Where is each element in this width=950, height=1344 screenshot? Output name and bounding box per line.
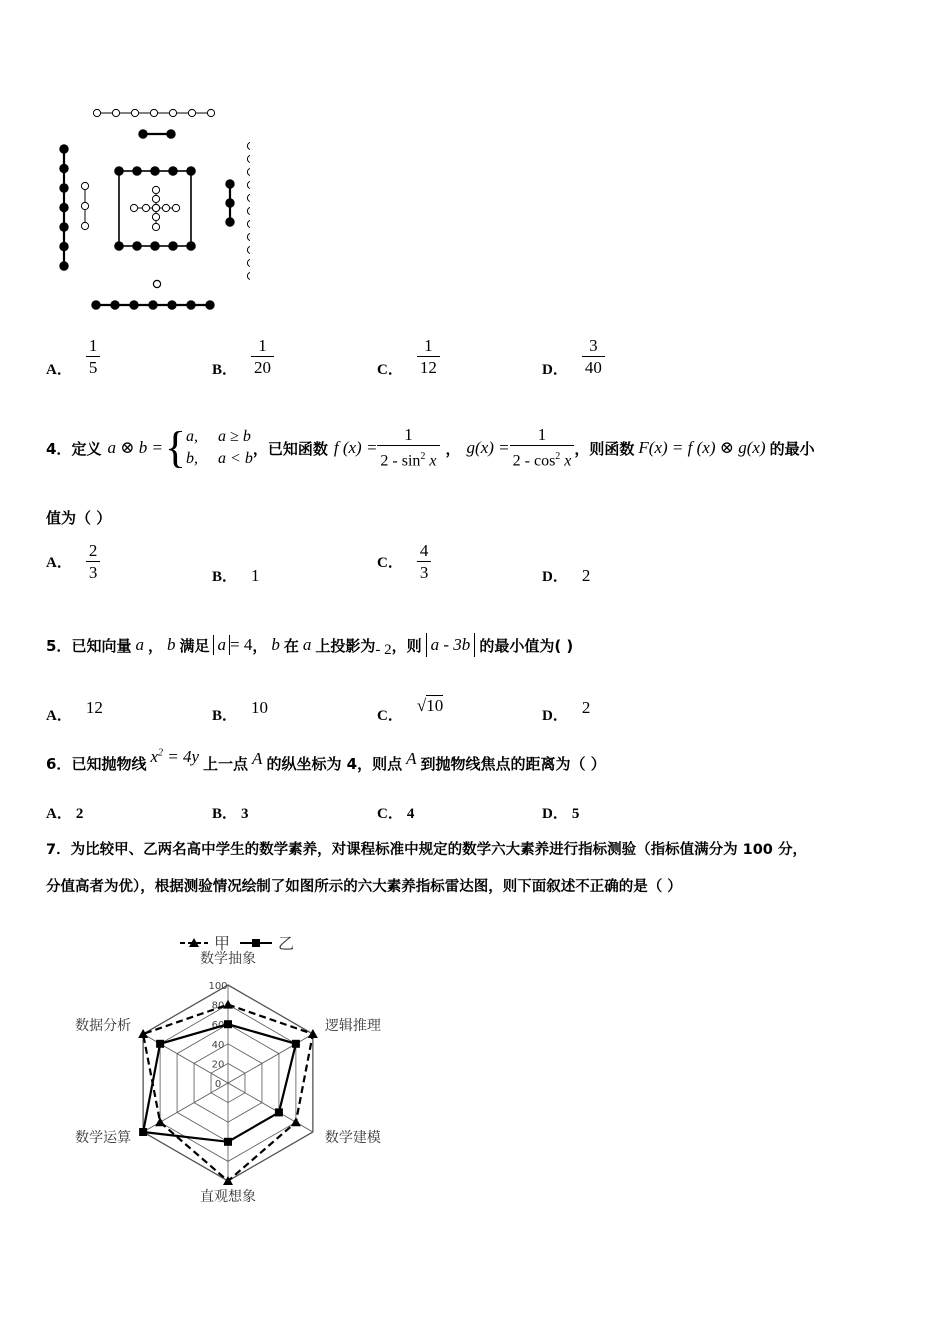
q3-option-den: 20 [251,356,274,378]
q3-option-frac [417,335,440,378]
q4-f-den-pre: 2 - sin [380,452,421,470]
q3-option-frac [86,335,101,378]
q3-option-frac [251,335,274,378]
q3-option-num: 1 [88,336,98,355]
q4-option-d[interactable] [542,565,590,586]
q6-option-label: B． [212,806,238,822]
square-dot [169,242,177,250]
radar-spoke [228,1083,313,1132]
radar-point-jia [155,1117,165,1126]
cross-vertical-dot [152,223,159,230]
square-dot [115,242,123,250]
q5-text-4: 上投影为 [315,636,376,655]
left-filled-chain-dot [60,262,68,270]
q5-text-6: 的最小值为( ) [479,636,574,655]
q6-eq-x: x [150,747,158,766]
cross-vertical-dot [152,186,159,193]
q3-option-c[interactable] [377,334,440,379]
square-dot [169,167,177,175]
radar-category-label: 数学抽象 [200,951,256,967]
q5-option-c-label: C． [377,708,403,724]
q4-option-d-value: 2 [581,565,591,585]
square-dot [115,167,123,175]
q4-option-a-den: 3 [86,561,101,583]
top-open-chain-dot [207,109,214,116]
q3-option-label: D． [542,362,568,378]
q6-point-a: A [252,749,263,768]
radar-point-yi [139,1128,147,1136]
bottom-filled-chain-dot [111,301,119,309]
q6-option-value: 5 [571,806,580,822]
q5-option-b-value: 10 [251,697,269,717]
q3-option-d[interactable] [542,334,605,379]
q6-number: 6． [46,754,72,773]
q4-g-lhs: g(x) = [466,438,510,457]
right-open-chain-dot [247,155,250,162]
cross-horizontal-dot [172,204,179,211]
radar-spoke [228,1034,313,1083]
q6-option-label: A． [46,806,72,822]
bottom-open-dot [153,280,160,287]
q3-option-label: C． [377,362,403,378]
q6-option-label: C． [377,806,403,822]
q6-option-b[interactable] [212,802,249,823]
q5-text-1: 已知向量 [71,636,132,655]
bottom-filled-chain-dot [92,301,100,309]
q3-option-den: 5 [86,356,101,378]
q5-vector-b-2: b [271,635,280,654]
bottom-filled-chain-dot [168,301,176,309]
radar-category-label: 数学运算 [75,1130,132,1146]
bottom-filled-chain-dot [149,301,157,309]
q5-number: 5． [46,636,72,655]
q5-option-a-label: A． [46,708,72,724]
square-dot [151,242,159,250]
q4-g-num: 1 [537,425,547,445]
q5-comma: ， [147,636,163,655]
q4-g-frac [510,424,575,471]
radar-category-label: 数学建模 [324,1130,381,1146]
q5-option-b[interactable] [212,690,268,725]
q6-text-3: 的纵坐标为 4，则点 [266,754,403,773]
q4-option-a-label: A． [46,555,72,571]
right-open-chain-dot [247,194,250,201]
left-open-chain-dot [81,202,88,209]
radar-spoke [143,1083,228,1132]
radar-category-label: 直观想象 [200,1189,256,1205]
q6-text-2: 上一点 [203,754,249,773]
q6-equation [150,747,199,767]
q4-tail: 的最小 [769,439,815,458]
top-filled-pair-dot [139,130,147,138]
radar-tick-label: 80 [211,1000,225,1012]
right-open-chain-dot [247,220,250,227]
q3-option-den: 12 [417,356,440,378]
right-open-chain-dot [247,272,250,279]
right-open-chain-dot [247,142,250,149]
q4-sep: ， [445,439,461,458]
radar-tick-label: 100 [208,981,228,992]
bottom-filled-chain-dot [130,301,138,309]
cross-horizontal-dot [130,204,137,211]
top-filled-pair-dot [167,130,175,138]
radar-tick-label: 40 [211,1039,225,1051]
q4-option-c[interactable] [377,540,431,583]
q4-option-a-num: 2 [88,541,98,560]
q4-g-den-pre: 2 - cos [512,452,556,470]
square-dot [187,242,195,250]
left-filled-chain-dot [60,184,68,192]
q5-option-c-radicand: 10 [426,695,444,715]
legend-yi-marker [252,939,260,947]
q5-vector-a-2: a [302,635,312,654]
cross-horizontal-dot [162,204,169,211]
q4-define: 定义 [71,439,102,458]
right-filled-chain-dot [226,199,234,207]
q5-option-d[interactable] [542,690,590,725]
q5-option-d-label: D． [542,708,568,724]
left-filled-chain-dot [60,242,68,250]
q4-option-b-value: 1 [251,565,260,585]
q6-option-d[interactable] [542,802,579,823]
q3-option-label: B． [212,362,238,378]
q5-vector-a: a [135,635,144,654]
legend-yi-label: 乙 [278,934,295,953]
q4-option-b[interactable] [212,565,260,586]
cross-horizontal-dot [142,204,149,211]
legend-jia-label: 甲 [214,934,231,953]
cross-vertical-dot [152,195,159,202]
q6-option-value: 2 [75,806,84,822]
q4-case2-cond: a < b [218,450,253,467]
right-filled-chain-dot [226,180,234,188]
q5-comma-2: ， [252,636,268,655]
q5-option-a-value: 12 [85,697,103,717]
radar-point-yi [224,1020,232,1028]
square-dot [133,242,141,250]
top-open-chain-dot [112,109,119,116]
q4-f-num: 1 [404,425,413,445]
q4-option-d-label: D． [542,569,568,585]
q4-option-c-num: 4 [419,541,429,560]
q4-g-den-post: x [560,452,572,470]
radar-point-jia [291,1117,301,1126]
bottom-filled-chain-dot [206,301,214,309]
q7-line1: 7．为比较甲、乙两名高中学生的数学素养，对课程标准中规定的数学六大素养进行指标测验（指标值满分为 100 分， [46,842,807,858]
q5-text-5: ，则 [391,636,422,655]
radar-tick-label: 0 [214,1079,222,1090]
cross-vertical-dot [152,213,159,220]
q4-option-c-den: 3 [417,561,432,583]
top-open-chain-dot [131,109,138,116]
radar-point-yi [292,1040,300,1048]
q6-point-a-2: A [406,749,417,768]
q4-option-c-frac [417,540,432,583]
q4-number: 4． [46,439,72,458]
q4-option-a-frac [86,540,101,583]
right-open-chain-dot [247,181,250,188]
q5-abs-a: a [213,635,230,655]
q6-line [46,746,606,780]
q4-line2: 值为（ ） [46,509,112,527]
q5-text-3: 在 [283,636,299,655]
radar-category-label: 数据分析 [75,1018,132,1034]
top-open-chain-dot [150,109,157,116]
q4-cases [186,426,253,470]
q4-case1-val: a, [186,428,199,445]
top-open-chain-dot [169,109,176,116]
radar-point-yi [224,1138,232,1146]
radar-point-jia [223,1000,233,1009]
right-filled-chain-dot [226,218,234,226]
q5-abs-expr: a - 3b [426,633,476,657]
q4-known: ，已知函数 [252,439,328,458]
q4-case1-cond: a ≥ b [218,428,251,445]
q4-brace: { [164,423,187,472]
q3-option-num: 3 [589,336,598,355]
q5-eq4: = 4 [229,635,253,654]
radar-tick-label: 60 [211,1020,225,1032]
q3-option-label: A． [46,362,72,378]
q5-option-c[interactable] [377,686,443,725]
square-dot [151,167,159,175]
q4-option-c-label: C． [377,555,403,571]
q4-option-a[interactable] [46,540,100,583]
left-filled-chain-dot [60,145,68,153]
q6-option-label: D． [542,806,568,822]
q6-option-c[interactable] [377,802,414,823]
q3-option-num: 1 [258,336,267,355]
left-filled-chain-dot [60,223,68,231]
radar-point-yi [156,1040,164,1048]
radar-chart [60,925,400,1215]
q4-f-frac [377,424,439,471]
q3-option-a[interactable] [46,334,100,379]
q4-g-sup: 2 [555,451,561,463]
q5-option-c-value: √10 [416,695,444,715]
q5-option-a[interactable] [46,690,103,725]
dot-pattern-figure [50,100,250,315]
q4-option-b-label: B． [212,569,238,585]
q6-eq-sup: 2 [158,747,163,759]
q6-text-4: 到抛物线焦点的距离为（ ） [420,754,606,773]
q4-g-den [510,445,575,471]
q3-option-frac [582,335,605,378]
q6-option-a[interactable] [46,802,83,823]
right-open-chain-dot [247,207,250,214]
bottom-filled-chain-dot [187,301,195,309]
q6-text-1: 已知抛物线 [71,754,147,773]
square-dot [187,167,195,175]
q4-f-den [377,445,439,471]
right-open-chain-dot [247,259,250,266]
q4-f-sup: 2 [420,451,426,463]
q5-option-d-value: 2 [581,697,591,717]
q3-option-num: 1 [424,336,433,355]
q4-f-lhs: f (x) = [333,438,378,457]
right-open-chain-dot [247,246,250,253]
right-open-chain-dot [247,168,250,175]
radar-tick-label: 20 [211,1059,225,1071]
radar-point-yi [275,1108,283,1116]
q6-option-value: 4 [406,806,415,822]
q5-text-2: 满足 [179,636,210,655]
cross-vertical-dot [152,204,159,211]
q3-option-den: 40 [582,356,605,378]
top-open-chain-dot [188,109,195,116]
q5-projection: - 2 [375,641,392,658]
left-open-chain-dot [81,182,88,189]
q4-F-expr: F(x) = f (x) ⊗ g(x) [638,438,766,457]
q6-option-value: 3 [241,806,249,822]
q6-eq-rest: = 4y [163,747,200,766]
right-open-chain-dot [247,233,250,240]
q5-vector-b: b [166,635,176,654]
q4-case2-val: b, [186,450,199,467]
q5-line [46,628,573,662]
square-dot [133,167,141,175]
radar-point-jia [308,1029,318,1038]
q3-option-b[interactable] [212,334,274,379]
q4-f-den-post: x [425,452,437,470]
top-open-chain-dot [93,109,100,116]
left-filled-chain-dot [60,203,68,211]
q7-line2: 分值高者为优），根据测验情况绘制了如图所示的六大素养指标雷达图，则下面叙述不正确的是（ ） [46,879,682,895]
left-open-chain-dot [81,222,88,229]
radar-category-label: 逻辑推理 [324,1018,381,1034]
q4-then: ，则函数 [574,439,635,458]
q4-line1 [46,418,815,478]
left-filled-chain-dot [60,164,68,172]
q4-op: a ⊗ b = [107,438,163,457]
q5-option-b-label: B． [212,708,238,724]
